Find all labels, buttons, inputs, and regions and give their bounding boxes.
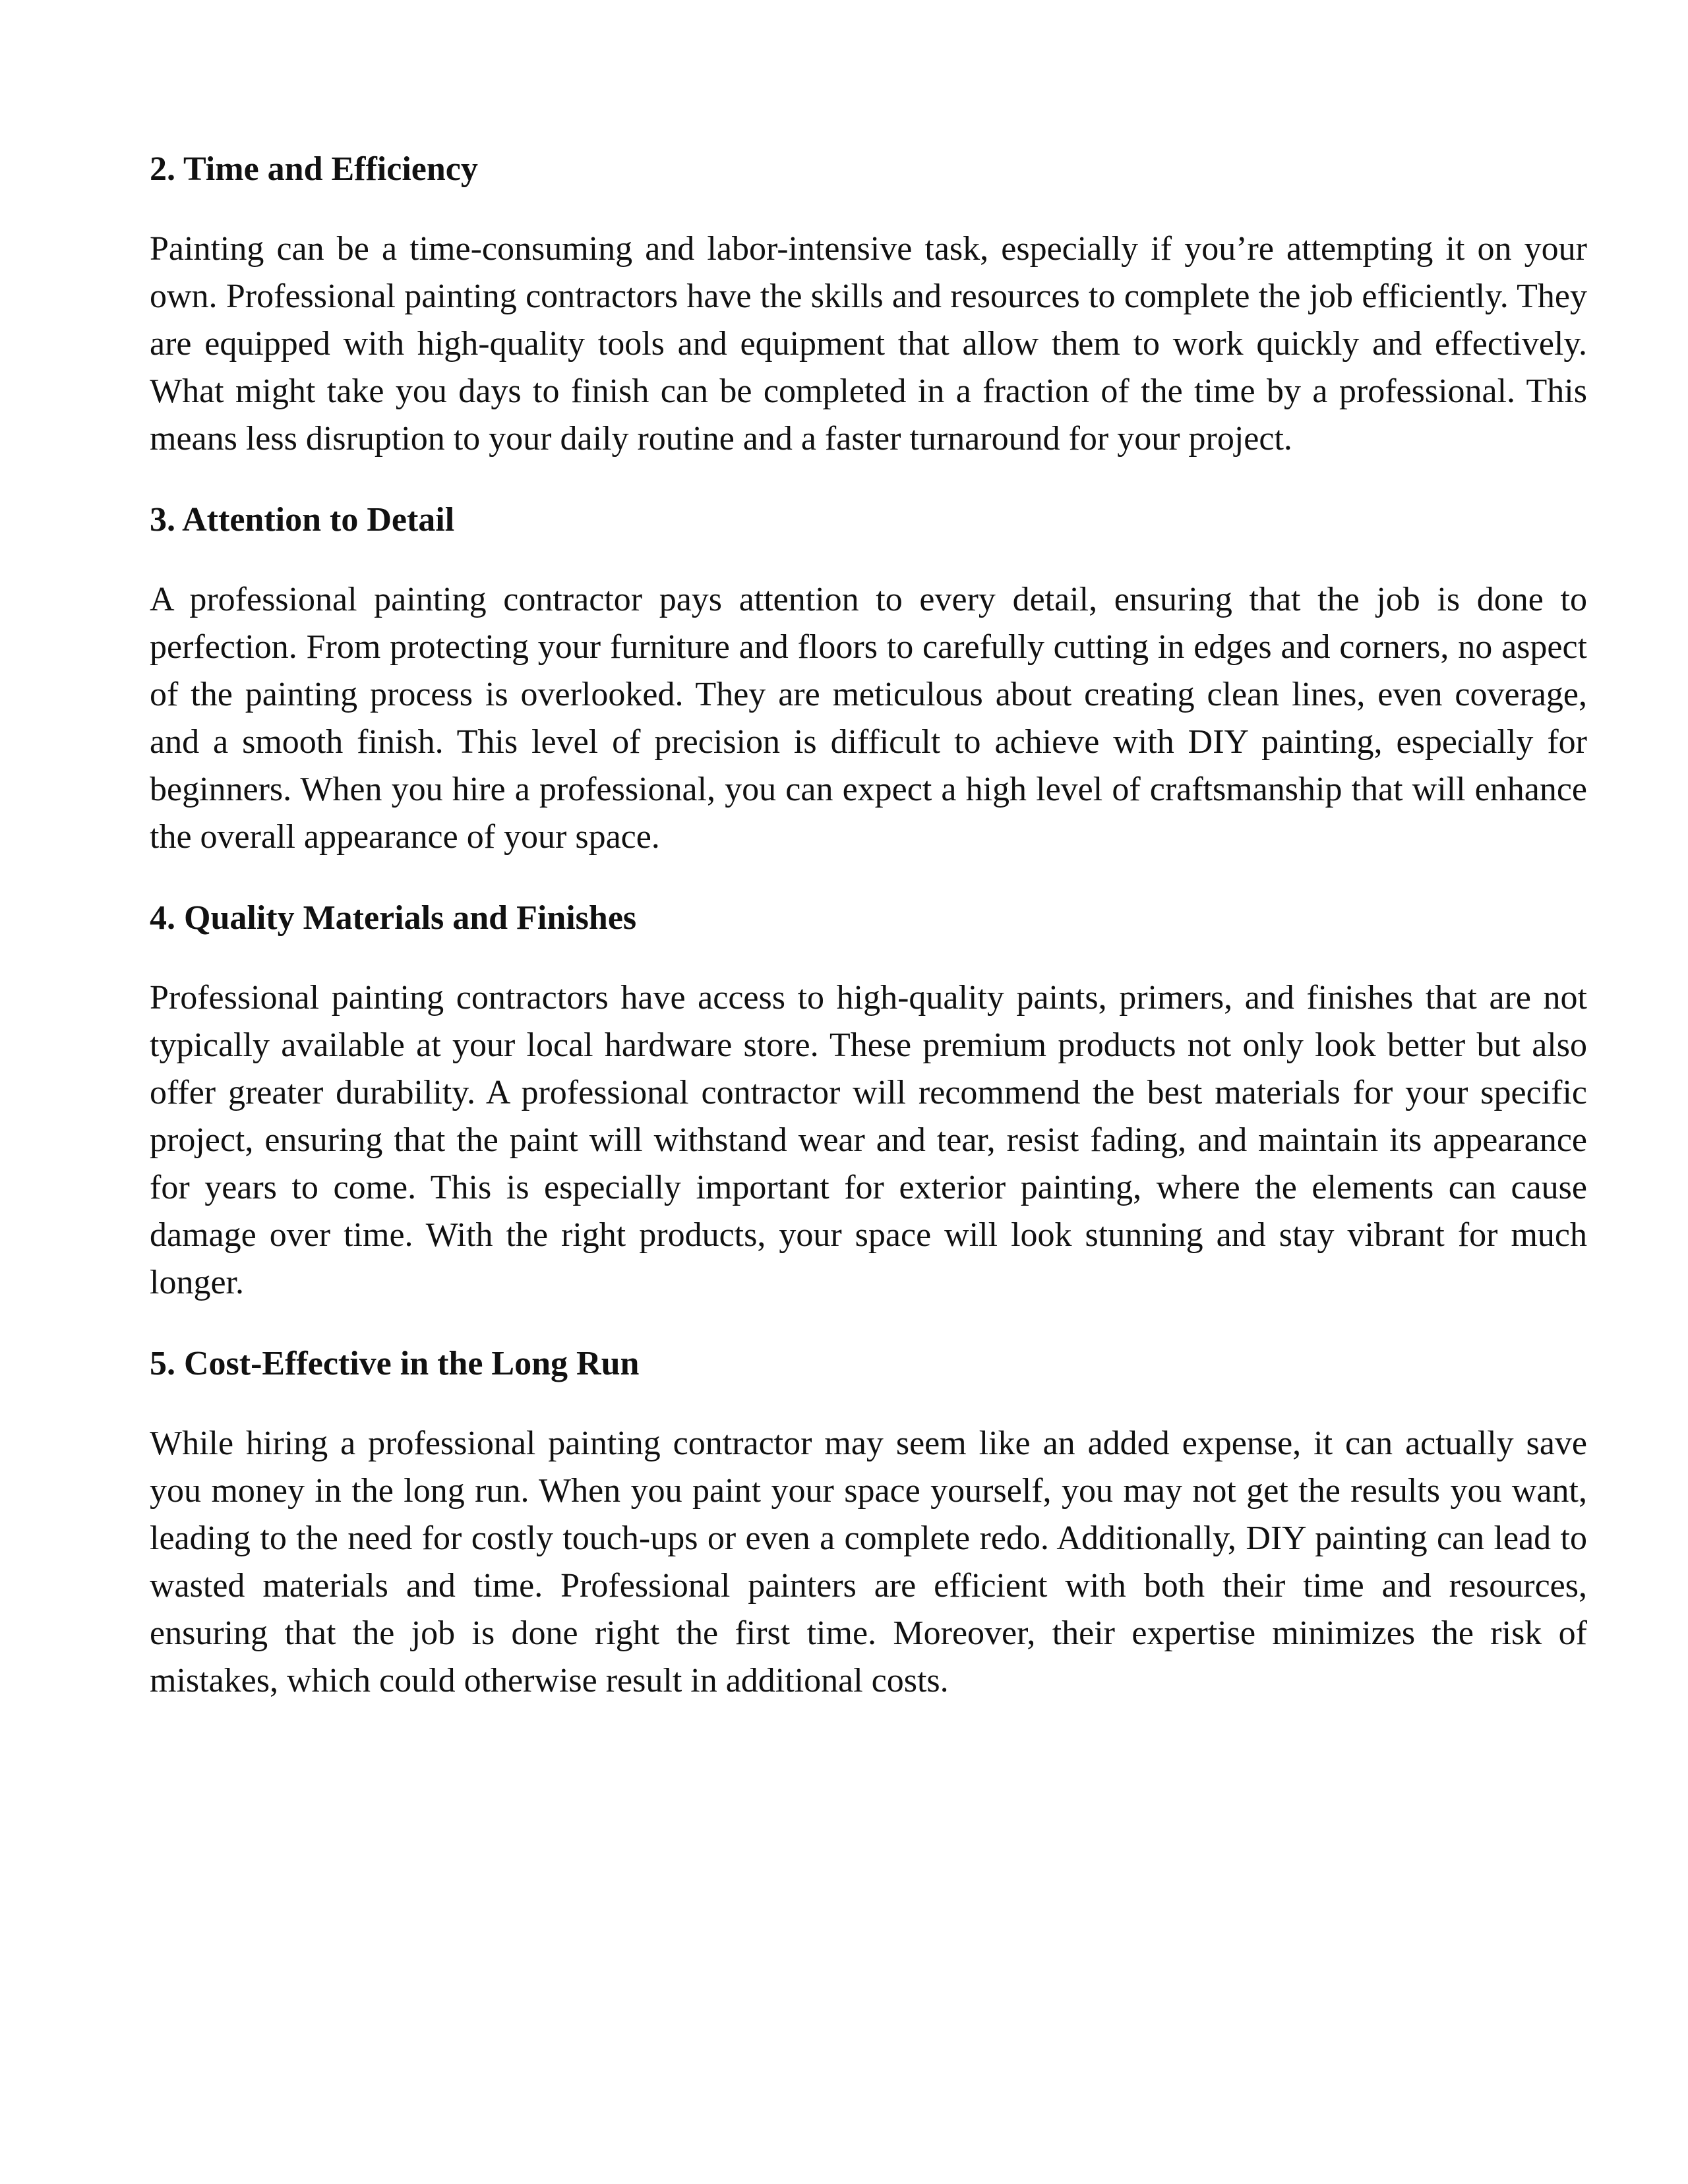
section-paragraph: Painting can be a time-consuming and labor-intensive task, especially if you’re attempting it on your own. Professional painting contractors have the skills and resources to complete the job efficiently. They are equipped with high-quality tools and equipment that allow them to work quickly and effectively. What might take you days to finish can be completed in a fraction of the time by a professional. This means less disruption to your daily routine and a faster turnaround for your project. bbox=[150, 230, 1587, 457]
section-heading: 3. Attention to Detail bbox=[150, 501, 455, 539]
section-heading: 5. Cost-Effective in the Long Run bbox=[150, 1345, 640, 1382]
document-page bbox=[150, 146, 1587, 1738]
section-attention-to-detail bbox=[150, 496, 1587, 861]
section-time-and-efficiency bbox=[150, 146, 1587, 463]
section-heading: 2. Time and Efficiency bbox=[150, 150, 478, 188]
section-paragraph: While hiring a professional painting contractor may seem like an added expense, it can actually save you money in the long run. When you paint your space yourself, you may not get the results you want, leading to the need for costly touch-ups or even a complete redo. Additionally, DIY painting can lead to wasted materials and time. Professional painters are efficient with both their time and resources, ensuring that the job is done right the first time. Moreover, their expertise minimizes the risk of mistakes, which could otherwise result in additional costs. bbox=[150, 1425, 1587, 1699]
section-heading: 4. Quality Materials and Finishes bbox=[150, 899, 637, 937]
section-cost-effective bbox=[150, 1340, 1587, 1705]
section-paragraph: A professional painting contractor pays attention to every detail, ensuring that the job is done to perfection. From protecting your furniture and floors to carefully cutting in edges and corners, no aspect of the painting process is overlooked. They are meticulous about creating clean lines, even coverage, and a smooth finish. This level of precision is difficult to achieve with DIY painting, especially for beginners. When you hire a professional, you can expect a high level of craftsmanship that will enhance the overall appearance of your space. bbox=[150, 581, 1587, 856]
section-paragraph: Professional painting contractors have access to high-quality paints, primers, and finishes that are not typically available at your local hardware store. These premium products not only look better but also offer greater durability. A professional contractor will recommend the best materials for your specific project, ensuring that the paint will withstand wear and tear, resist fading, and maintain its appearance for years to come. This is especially important for exterior painting, where the elements can cause damage over time. With the right products, your space will look stunning and stay vibrant for much longer. bbox=[150, 979, 1587, 1301]
section-quality-materials bbox=[150, 895, 1587, 1307]
